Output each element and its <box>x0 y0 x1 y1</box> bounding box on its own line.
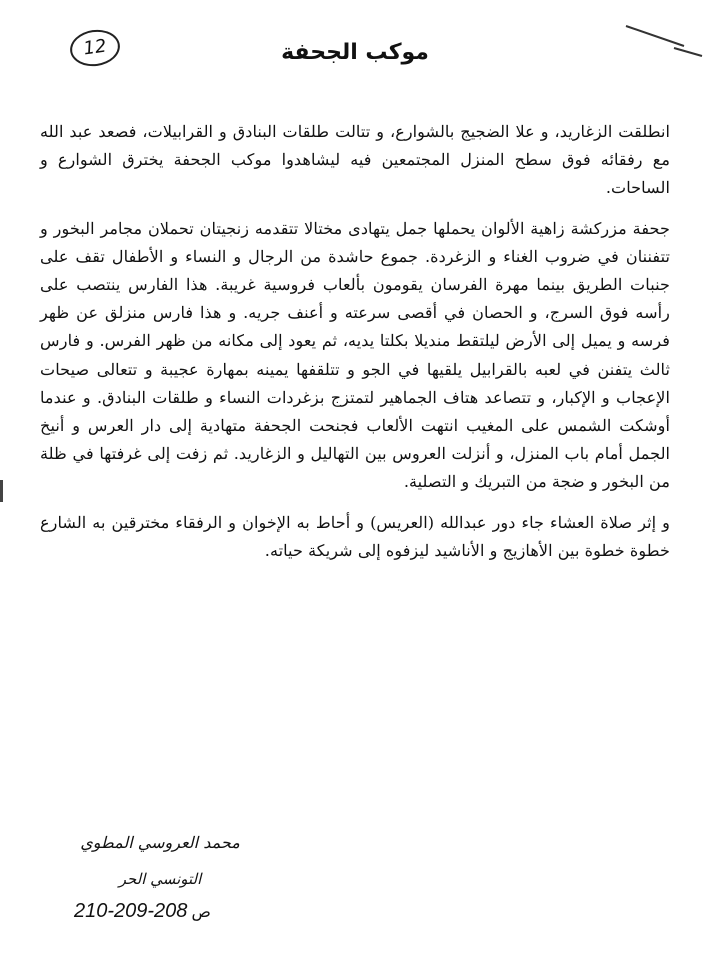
phone-numbers <box>74 900 211 923</box>
author-affiliation: التونسي الحر <box>118 870 202 888</box>
paragraph-3: و إثر صلاة العشاء جاء دور عبدالله (العريس) و أحاط به الإخوان و الرفقاء مخترقين به الشارع خطوة خطوة بين الأهازيج و الأناشيد ليزفوه إلى شريكة حياته. <box>40 512 670 560</box>
author-name: محمد العروسي المطوي <box>80 833 240 852</box>
phone-value: 210-209-208 <box>74 900 188 922</box>
paragraph-2: جحفة مزركشة زاهية الألوان يحملها جمل يتهادى مختالا تتقدمه زنجيتان تحملان مجامر البخور و تتفننان في ضروب الغناء و الزغردة. جموع حاشدة من الرجال و النساء و الأطفال تقف على جنبات الطريق بينما مهرة الفرسان يقومون بألعاب فروسية غريبة. هذا الفارس ينتصب على رأسه فوق السرج، و الحصان في أقصى سرعته و أعنف جريه. و هذا فارس منزلق عن ظهر فرسه و يميل إلى الأرض ليلتقط منديلا بكلتا يديه، ثم يعود إلى مكانه من ظهر الفرس. و فارس ثالث يتفنن في لعبه بالقرابيل يلقيها في الجو و تتلقفها يمينه بمهارة عجيبة و تتعالى صيحات الإعجاب و الإكبار، و تتصاعد هتاف الجماهير لتمتزج بزغردات النساء و طلقات البنادق. و عندما أوشكت الشمس على المغيب انتهت الألعاب فجنحت الجحفة متهادية إلى دار العرس و أنيخ الجمل أمام باب المنزل، و أنزلت العروس بين التهاليل و الزغاريد. ثم زفت إلى غرفتها في ظلة من البخور و ضجة من التبريك و التصلية. <box>40 218 670 492</box>
page-number: 12 <box>68 27 123 70</box>
phone-prefix: ص <box>191 904 211 921</box>
page-title: موكب الجحفة <box>281 40 429 65</box>
body-text <box>40 118 670 577</box>
paragraph-1: انطلقت الزغاريد، و علا الضجيج بالشوارع، و تتالت طلقات البنادق و القرابيلات، فصعد عبد الله مع رفقائه فوق سطح المنزل المجتمعين فيه ليشاهدوا موكب الجحفة يخترق الشوارع و الساحات. <box>40 122 670 198</box>
scan-edge-mark <box>0 480 3 502</box>
